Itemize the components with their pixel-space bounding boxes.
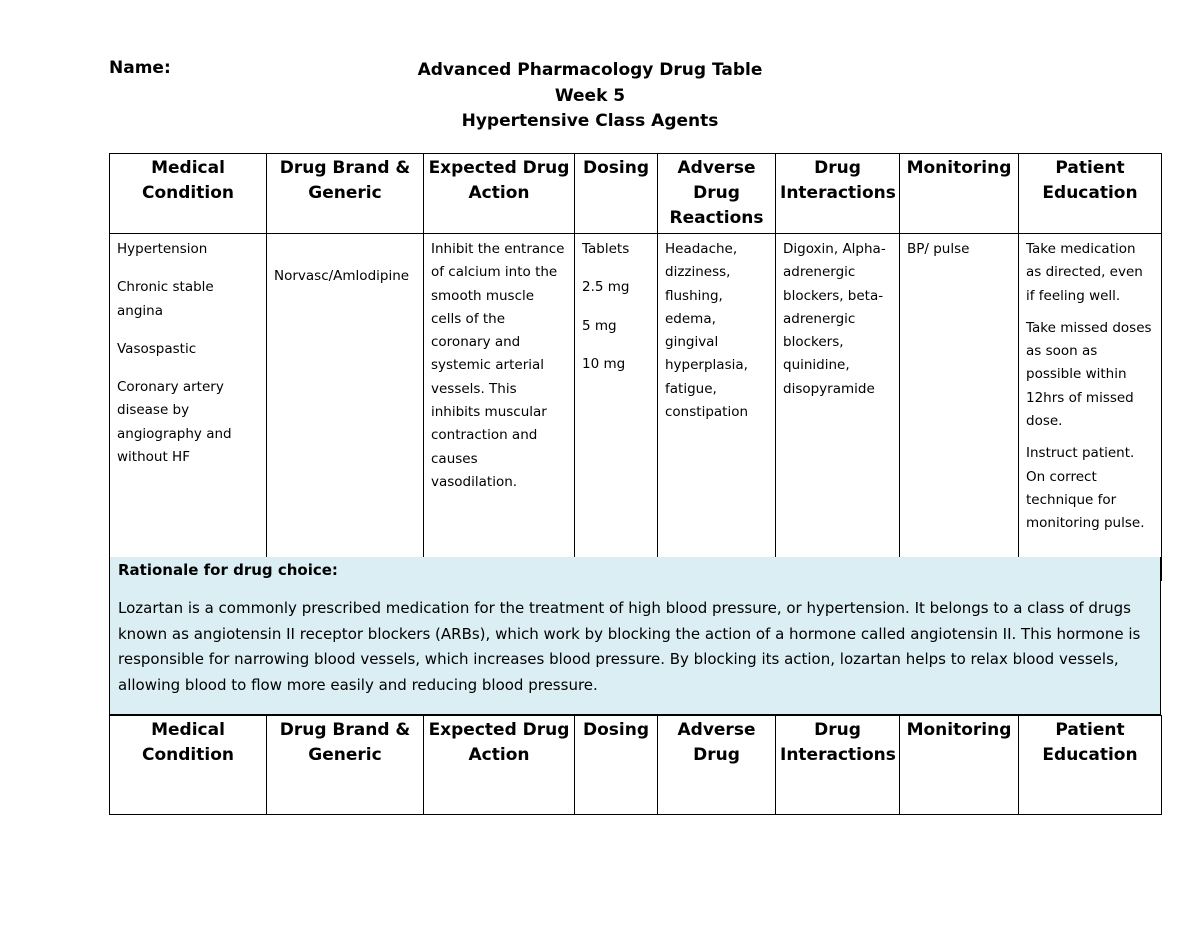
title-line-2: Week 5: [554, 85, 626, 106]
table-row: [110, 234, 1162, 581]
cell-drug-brand-generic: [267, 234, 424, 581]
condition-item: Hypertension: [117, 241, 208, 257]
dosing-item: 2.5 mg: [582, 279, 630, 296]
rationale-heading: Rationale for drug choice:: [118, 561, 338, 579]
column-header-patient-education: Patient Education: [1019, 154, 1162, 234]
column-header-dosing: Dosing: [575, 716, 658, 815]
column-header-adverse-drug-reactions: Adverse Drug Reactions: [658, 154, 776, 234]
document-title: [390, 58, 790, 135]
condition-item: Chronic stable angina: [117, 279, 214, 319]
column-header-patient-education: Patient Education: [1019, 716, 1162, 815]
cell-patient-education: [1019, 234, 1162, 581]
cell-medical-condition: [110, 234, 267, 581]
cell-drug-interactions: [776, 234, 900, 581]
monitoring-text: BP/ pulse: [907, 241, 970, 257]
condition-item: Vasospastic: [117, 340, 197, 357]
column-header-monitoring: Monitoring: [900, 154, 1019, 234]
dosing-item: 10 mg: [582, 355, 626, 372]
education-item: Instruct patient. On correct technique for monitoring pulse.: [1026, 445, 1145, 532]
column-header-drug-interactions: Drug Interactions: [776, 154, 900, 234]
column-header-expected-drug-action: Expected Drug Action: [424, 154, 575, 234]
drug-table-2: [109, 715, 1162, 815]
dosing-item: 5 mg: [582, 317, 617, 334]
column-header-medical-condition: Medical Condition: [110, 154, 267, 234]
cell-adverse-drug-reactions: [658, 234, 776, 581]
action-text: Inhibit the entrance of calcium into the smooth muscle cells of the coronary and systemic arterial vessels. This inhibits muscular contraction and causes vasodilation.: [431, 241, 565, 490]
interactions-text: Digoxin, Alpha-adrenergic blockers, beta-adrenergic blockers, quinidine, disopyramide: [783, 241, 886, 397]
column-header-monitoring: Monitoring: [900, 716, 1019, 815]
column-header-dosing: Dosing: [575, 154, 658, 234]
table-header-row: [110, 716, 1162, 815]
cell-expected-drug-action: [424, 234, 575, 581]
education-item: Take missed doses as soon as possible within 12hrs of missed dose.: [1026, 319, 1152, 430]
title-line-1: Advanced Pharmacology Drug Table: [417, 60, 763, 80]
drug-table-1: [109, 153, 1162, 581]
brand-generic-text: Norvasc/Amlodipine: [274, 268, 410, 284]
rationale-body: Lozartan is a commonly prescribed medication for the treatment of high blood pressure, or hypertension. It belongs to a class of drugs known as angiotensin II receptor blockers (ARBs), which work by blocking the action of a hormone called angiotensin II. This hormone is responsible for narrowing blood vessels, which increases blood pressure. By blocking its action, lozartan helps to relax blood vessels, allowing blood to flow more easily and reducing blood pressure.: [118, 599, 1141, 694]
cell-monitoring: [900, 234, 1019, 581]
rationale-section: [109, 557, 1161, 715]
condition-item: Coronary artery disease by angiography and without HF: [117, 379, 232, 466]
column-header-drug-interactions: Drug Interactions: [776, 716, 900, 815]
table-header-row: [110, 154, 1162, 234]
column-header-medical-condition: Medical Condition: [110, 716, 267, 815]
name-label: Name:: [109, 58, 171, 78]
adverse-text: Headache, dizziness, flushing, edema, gingival hyperplasia, fatigue, constipation: [665, 241, 749, 421]
education-item: Take medication as directed, even if feeling well.: [1026, 241, 1143, 304]
cell-dosing: [575, 234, 658, 581]
title-line-3: Hypertensive Class Agents: [461, 111, 719, 131]
column-header-adverse-drug: Adverse Drug: [658, 716, 776, 815]
column-header-drug-brand-generic: Drug Brand & Generic: [267, 154, 424, 234]
column-header-drug-brand-generic: Drug Brand & Generic: [267, 716, 424, 815]
dosing-item: Tablets: [582, 241, 630, 257]
column-header-expected-drug-action: Expected Drug Action: [424, 716, 575, 815]
